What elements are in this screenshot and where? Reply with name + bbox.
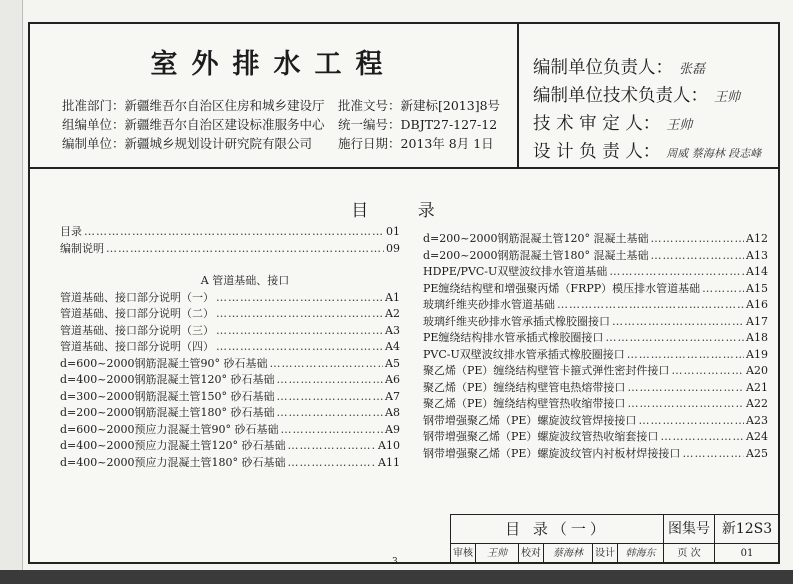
- resp-label: 技 术 审 定 人：: [533, 114, 661, 134]
- resp-row: [533, 54, 705, 79]
- signature: 王帅: [666, 118, 693, 133]
- toc-entry[interactable]: PE缠绕结构排水管承插式橡胶圈接口 ………………………………………………………………………………………………………………………………………………………… A18: [423, 329, 768, 346]
- toc-entry[interactable]: 管道基础、接口部分说明（二） ………………………………………………………………………………………………………………………………………………………… A2: [60, 305, 400, 322]
- design-signature: 韩海东: [618, 544, 664, 563]
- effective-date: 施行日期：2013年 8月 1日: [338, 136, 494, 151]
- toc-entry[interactable]: 钢带增强聚乙烯（PE）螺旋波纹管热收缩套接口 ………………………………………………………………………………………………………………………………………………………… A24: [423, 428, 768, 445]
- toc-entry[interactable]: 管道基础、接口部分说明（三） ………………………………………………………………………………………………………………………………………………………… A3: [60, 322, 400, 339]
- review-label: 审核: [451, 544, 476, 563]
- resp-label: 设 计 负 责 人：: [533, 142, 661, 162]
- resp-row: [533, 110, 692, 135]
- toc-entry[interactable]: 聚乙烯（PE）缠绕结构壁管热收缩带接口 ………………………………………………………………………………………………………………………………………………………… A22: [423, 395, 768, 412]
- toc-left-column: [60, 223, 400, 470]
- atlas-number-label: 图集号: [664, 515, 715, 544]
- approval-dept: 批准部门：新疆维吾尔自治区住房和城乡建设厅: [62, 98, 325, 113]
- approval-number: 批准文号：新建标[2013]8号: [338, 98, 501, 113]
- sheet-title: 目 录（一）: [451, 515, 664, 544]
- title-block-left: [30, 24, 519, 167]
- scan-page-number: 3: [392, 557, 398, 567]
- toc-entry[interactable]: d=400~2000钢筋混凝土管120° 砂石基础 ………………………………………………………………………………………………………………………………………………………… A6: [60, 371, 400, 388]
- toc-entry[interactable]: d=400~2000预应力混凝土管120° 砂石基础 ………………………………………………………………………………………………………………………………………………………… A10: [60, 437, 400, 454]
- toc-entry[interactable]: d=300~2000钢筋混凝土管150° 砂石基础 ………………………………………………………………………………………………………………………………………………………… A7: [60, 388, 400, 405]
- sheet-title-block: [450, 514, 779, 563]
- toc-entry[interactable]: PE缠绕结构壁和增强聚丙烯（FRPP）模压排水管道基础 ………………………………………………………………………………………………………………………………………………………… A15: [423, 280, 768, 297]
- toc-entry[interactable]: PVC-U双壁波纹排水管承插式橡胶圈接口 ………………………………………………………………………………………………………………………………………………………… A19: [423, 346, 768, 363]
- drawing-sheet: [28, 22, 780, 564]
- compiling-unit: 编制单位：新疆城乡规划设计研究院有限公司: [62, 136, 313, 151]
- toc-entry[interactable]: 玻璃纤维夹砂排水管道基础 ………………………………………………………………………………………………………………………………………………………… A16: [423, 296, 768, 313]
- check-label: 校对: [519, 544, 544, 563]
- toc-entry[interactable]: d=200~2000钢筋混凝土管180° 砂石基础 ………………………………………………………………………………………………………………………………………………………… A8: [60, 404, 400, 421]
- signature: 张磊: [679, 62, 706, 77]
- toc-entry[interactable]: 管道基础、接口部分说明（四） ………………………………………………………………………………………………………………………………………………………… A4: [60, 338, 400, 355]
- resp-row: [533, 82, 740, 107]
- signature: 王帅: [714, 90, 741, 105]
- approval-info: [62, 96, 325, 153]
- toc-entry[interactable]: 钢带增强聚乙烯（PE）螺旋波纹管内衬板材焊接接口 ………………………………………………………………………………………………………………………………………………………… A25: [423, 445, 768, 462]
- organizing-unit: 组编单位：新疆维吾尔自治区建设标准服务中心: [62, 117, 325, 132]
- review-signature: 王帅: [476, 544, 519, 563]
- resp-row: [533, 138, 761, 163]
- scan-bottom-edge: [0, 570, 793, 584]
- toc-entry[interactable]: 聚乙烯（PE）缠绕结构壁管卡箍式弹性密封件接口 ………………………………………………………………………………………………………………………………………………………… A20: [423, 362, 768, 379]
- toc-entry[interactable]: 目录 ………………………………………………………………………………………………………………………………………………………… 01: [60, 223, 400, 240]
- design-label: 设计: [593, 544, 618, 563]
- page-value: 01: [740, 548, 754, 559]
- toc-entry[interactable]: 钢带增强聚乙烯（PE）螺旋波纹管焊接接口 ………………………………………………………………………………………………………………………………………………………… A23: [423, 412, 768, 429]
- signature: 周威 蔡海林 段志峰: [666, 147, 762, 160]
- unified-number: 统一编号：DBJT27-127-12: [338, 117, 498, 132]
- toc-entry[interactable]: 聚乙烯（PE）缠绕结构壁管电热熔带接口 ………………………………………………………………………………………………………………………………………………………… A21: [423, 379, 768, 396]
- title-block: [30, 24, 778, 169]
- toc-title: 目 录: [351, 201, 457, 221]
- check-signature: 蔡海林: [544, 544, 593, 563]
- scan-margin: [0, 0, 23, 584]
- toc-entry[interactable]: 编制说明 ………………………………………………………………………………………………………………………………………………………… 09: [60, 240, 400, 257]
- toc-entry[interactable]: d=600~2000预应力混凝土管90° 砂石基础 ………………………………………………………………………………………………………………………………………………………… A9: [60, 421, 400, 438]
- toc-entry[interactable]: d=200~2000钢筋混凝土管180° 混凝土基础 ………………………………………………………………………………………………………………………………………………………… A13: [423, 247, 768, 264]
- toc-entry[interactable]: d=200~2000钢筋混凝土管120° 混凝土基础 ………………………………………………………………………………………………………………………………………………………… A12: [423, 230, 768, 247]
- document-info: [338, 96, 500, 153]
- toc-entry[interactable]: 管道基础、接口部分说明（一） ………………………………………………………………………………………………………………………………………………………… A1: [60, 289, 400, 306]
- page-label: 页 次: [664, 544, 715, 563]
- section-heading: A 管道基础、接口: [200, 274, 290, 287]
- toc-entry[interactable]: HDPE/PVC-U双壁波纹排水管道基础 ………………………………………………………………………………………………………………………………………………………… A14: [423, 263, 768, 280]
- toc-entry[interactable]: 玻璃纤维夹砂排水管承插式橡胶圈接口 ………………………………………………………………………………………………………………………………………………………… A17: [423, 313, 768, 330]
- toc-entry[interactable]: d=600~2000钢筋混凝土管90° 砂石基础 ………………………………………………………………………………………………………………………………………………………… A5: [60, 355, 400, 372]
- responsibility-block: [519, 24, 778, 167]
- toc-entry[interactable]: d=400~2000预应力混凝土管180° 砂石基础 ………………………………………………………………………………………………………………………………………………………… A11: [60, 454, 400, 471]
- atlas-title: 室外排水工程: [150, 49, 397, 80]
- signature-row: [451, 544, 779, 563]
- resp-label: 编制单位负责人：: [533, 58, 673, 78]
- toc-right-column: [423, 230, 768, 461]
- atlas-number: 新12S3: [715, 515, 779, 544]
- resp-label: 编制单位技术负责人：: [533, 86, 708, 106]
